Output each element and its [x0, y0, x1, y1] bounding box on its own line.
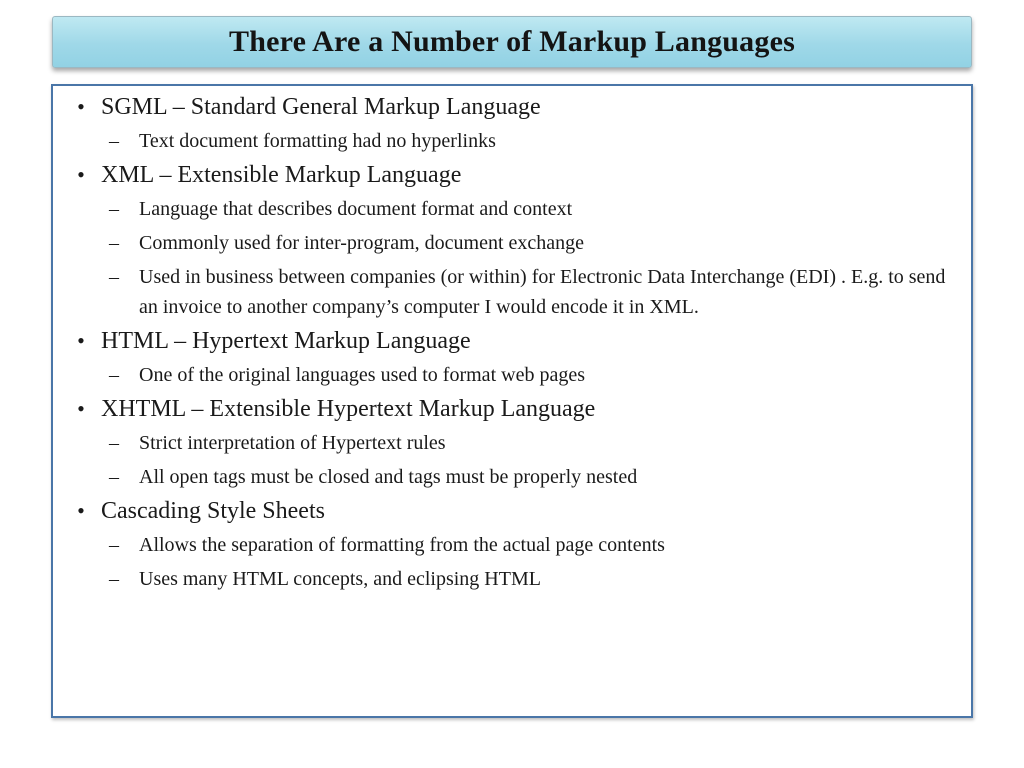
bullet-marker: • — [77, 396, 85, 421]
sub-bullet-marker: – — [109, 130, 119, 152]
bullet-item — [61, 326, 957, 356]
sub-bullet-item — [61, 462, 957, 492]
bullet-item — [61, 92, 957, 122]
title-banner — [52, 16, 972, 68]
bullet-item — [61, 160, 957, 190]
bullet-list — [61, 92, 957, 594]
sub-bullet-text: Text document formatting had no hyperlinks — [139, 130, 496, 152]
sub-bullet-item — [61, 194, 957, 224]
bullet-text: HTML – Hypertext Markup Language — [101, 328, 471, 354]
content-box — [51, 84, 973, 718]
sub-bullet-marker: – — [109, 266, 119, 288]
sub-bullet-item — [61, 262, 957, 322]
slide-title: There Are a Number of Markup Languages — [229, 25, 795, 58]
sub-bullet-marker: – — [109, 198, 119, 220]
bullet-marker: • — [77, 498, 85, 523]
bullet-text: Cascading Style Sheets — [101, 498, 325, 524]
sub-bullet-text: Strict interpretation of Hypertext rules — [139, 432, 446, 454]
bullet-text: XHTML – Extensible Hypertext Markup Language — [101, 396, 596, 422]
bullet-text: SGML – Standard General Markup Language — [101, 94, 541, 120]
sub-bullet-marker: – — [109, 466, 119, 488]
bullet-item — [61, 394, 957, 424]
sub-bullet-item — [61, 564, 957, 594]
sub-bullet-text: Uses many HTML concepts, and eclipsing HTML — [139, 568, 541, 590]
bullet-marker: • — [77, 94, 85, 119]
sub-bullet-item — [61, 530, 957, 560]
sub-bullet-marker: – — [109, 364, 119, 386]
sub-bullet-text: Used in business between companies (or within) for Electronic Data Interchange (EDI) . E.g. to send an invoice to another company’s computer I would encode it in XML. — [139, 266, 946, 318]
sub-bullet-text: Language that describes document format and context — [139, 198, 573, 220]
sub-bullet-text: Allows the separation of formatting from the actual page contents — [139, 534, 665, 556]
bullet-marker: • — [77, 328, 85, 353]
bullet-marker: • — [77, 162, 85, 187]
sub-bullet-item — [61, 360, 957, 390]
sub-bullet-item — [61, 428, 957, 458]
sub-bullet-marker: – — [109, 568, 119, 590]
sub-bullet-text: One of the original languages used to format web pages — [139, 364, 585, 386]
sub-bullet-marker: – — [109, 432, 119, 454]
sub-bullet-item — [61, 228, 957, 258]
sub-bullet-marker: – — [109, 534, 119, 556]
sub-bullet-item — [61, 126, 957, 156]
sub-bullet-text: All open tags must be closed and tags must be properly nested — [139, 466, 638, 488]
sub-bullet-text: Commonly used for inter-program, document exchange — [139, 232, 585, 254]
bullet-item — [61, 496, 957, 526]
bullet-text: XML – Extensible Markup Language — [101, 162, 462, 188]
sub-bullet-marker: – — [109, 232, 119, 254]
